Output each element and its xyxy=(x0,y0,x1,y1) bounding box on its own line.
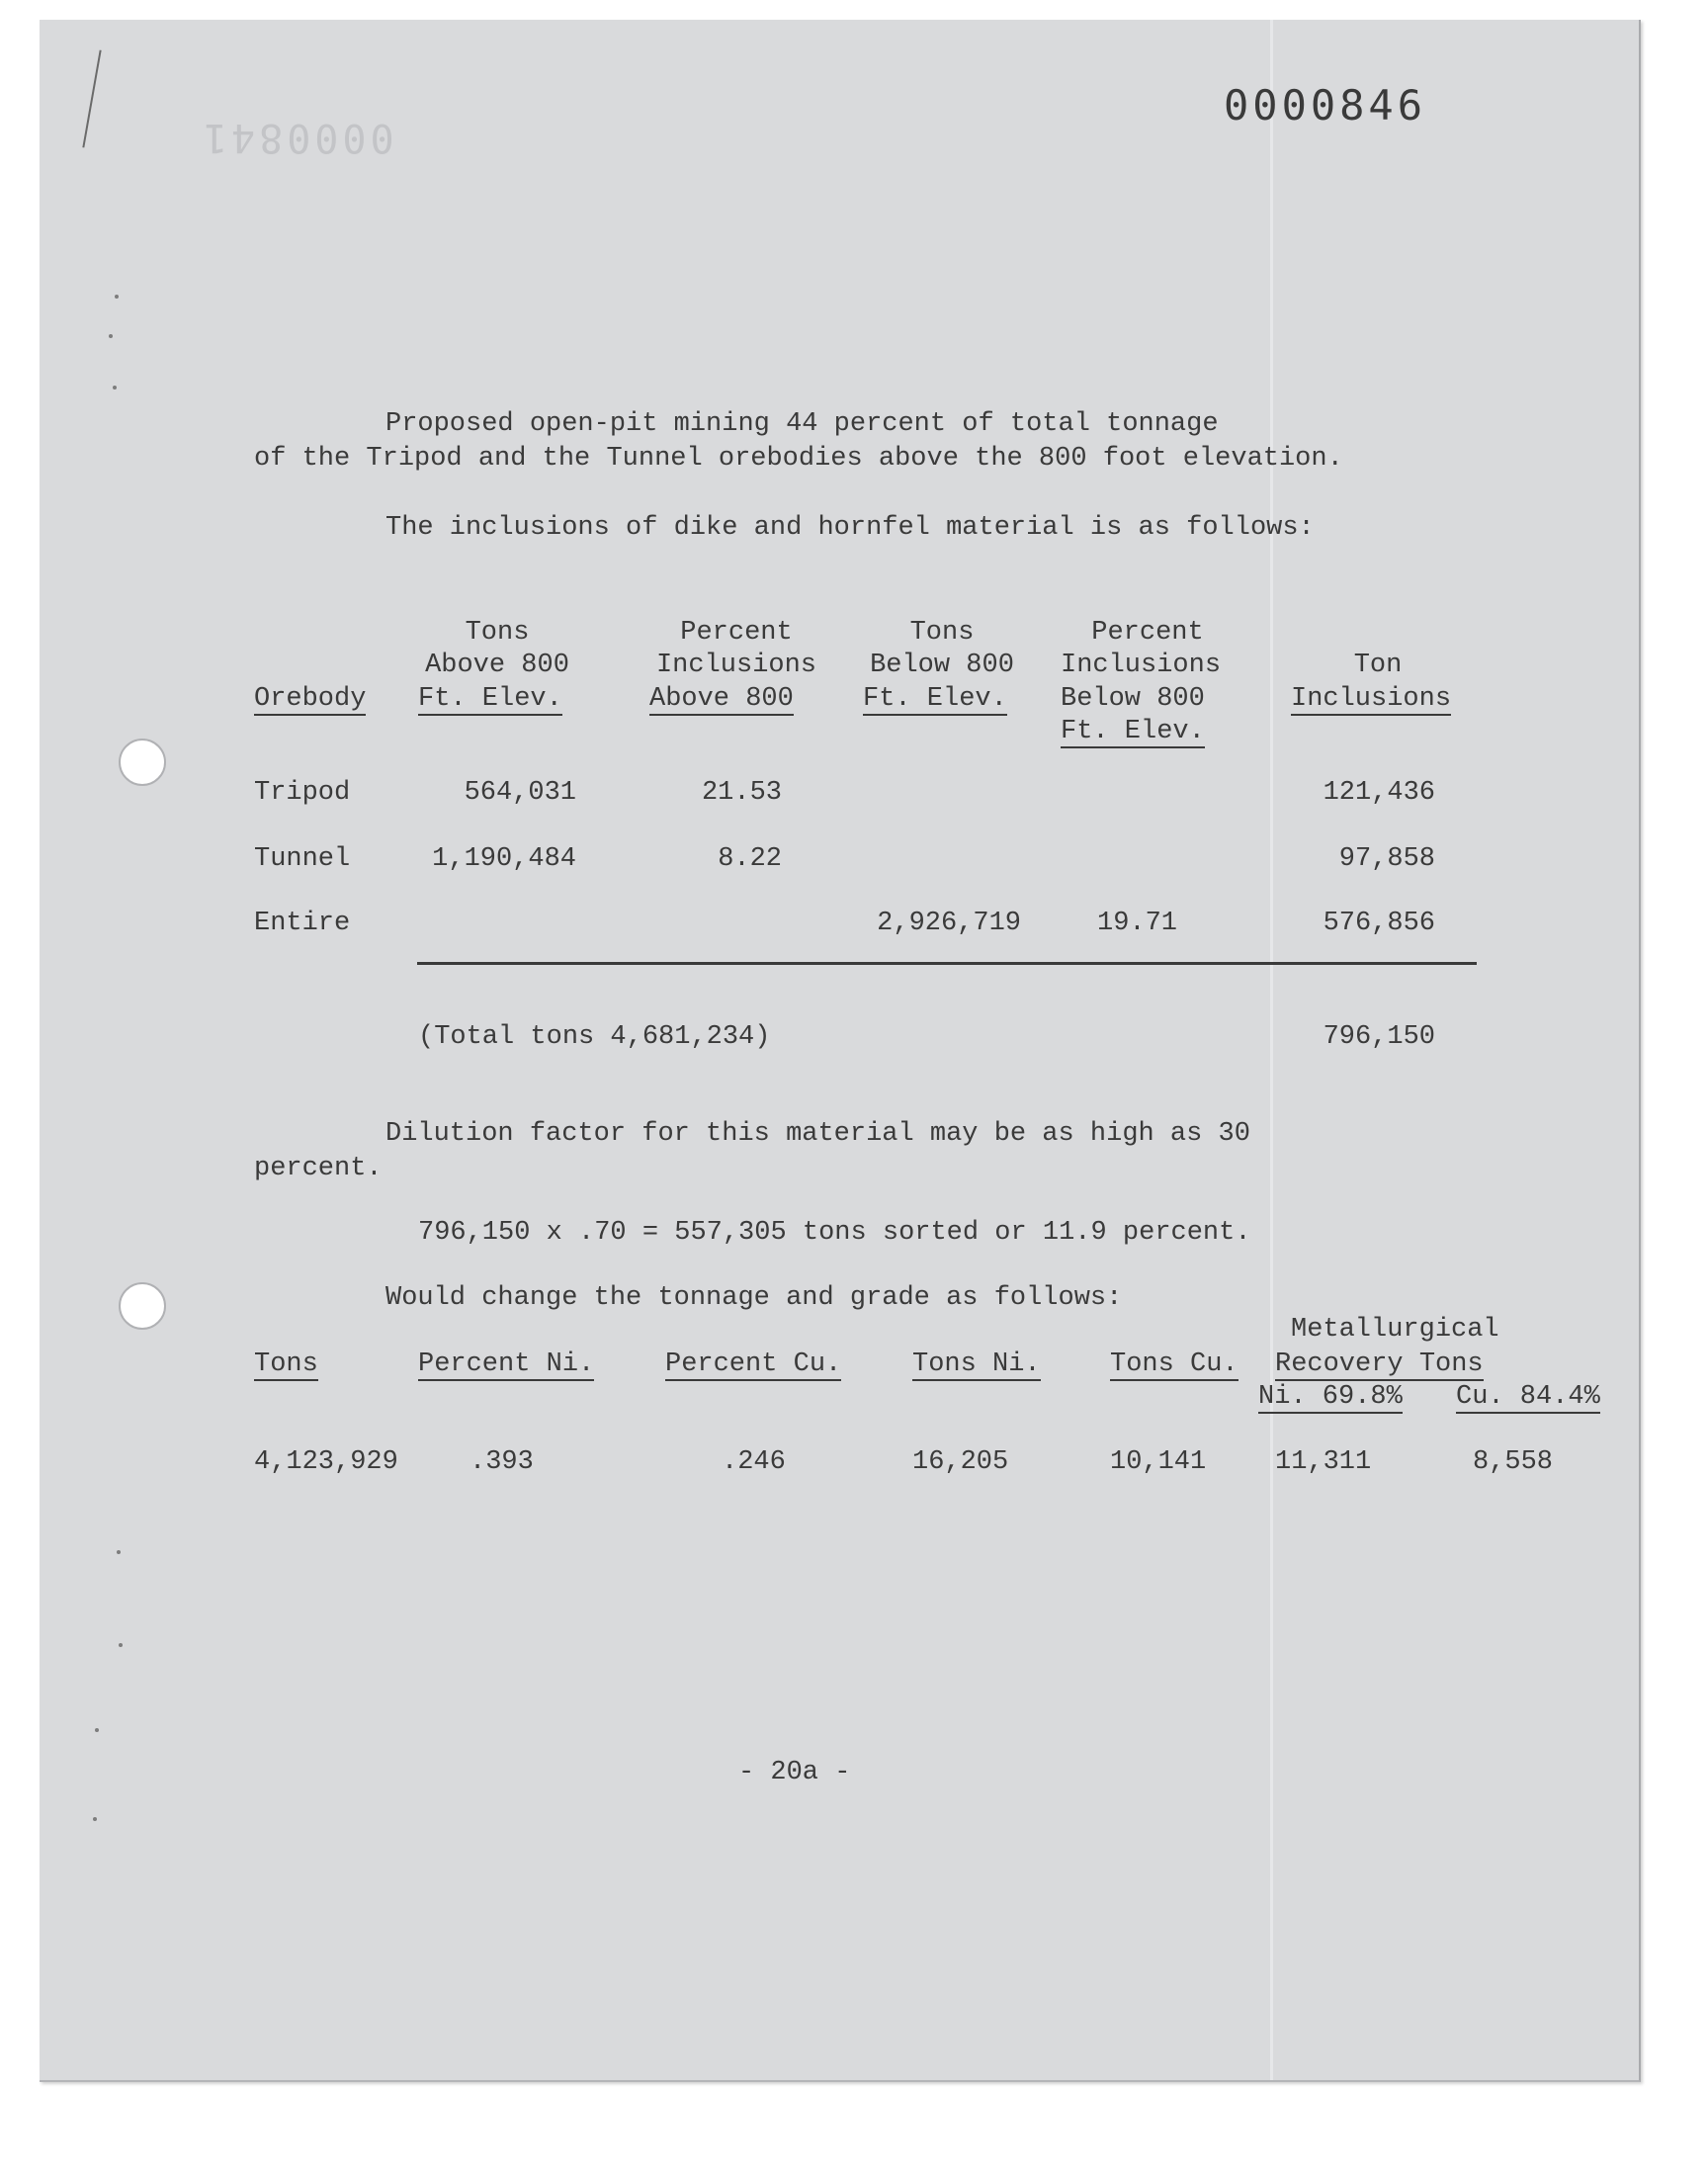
header-pct-below-4: Ft. Elev. xyxy=(1061,717,1205,746)
t2-header-recovery-tons: Recovery Tons xyxy=(1275,1349,1484,1379)
header-tons-below-2: Below 800 xyxy=(870,651,1014,680)
t2-header-pct-ni: Percent Ni. xyxy=(418,1349,595,1379)
row-tunnel-orebody: Tunnel xyxy=(254,844,351,874)
t2-header-ni-recovery: Ni. 69.8% xyxy=(1258,1382,1403,1412)
t2-pct-ni: .393 xyxy=(470,1447,534,1477)
speck xyxy=(115,295,119,299)
document-number: 0000846 xyxy=(1224,81,1427,130)
total-inclusions: 796,150 xyxy=(1323,1022,1435,1052)
header-tons-below-3: Ft. Elev. xyxy=(863,684,1007,714)
t2-header-cu-recovery: Cu. 84.4% xyxy=(1456,1382,1600,1412)
header-orebody: Orebody xyxy=(254,684,367,714)
row-entire-pct-below: 19.71 xyxy=(1097,909,1178,938)
intro-line-2: of the Tripod and the Tunnel orebodies above the 800 foot elevation. xyxy=(254,444,1343,474)
t2-header-tons-cu: Tons Cu. xyxy=(1110,1349,1238,1379)
row-entire-tons-below: 2,926,719 xyxy=(877,909,1021,938)
t2-header-metallurgical: Metallurgical xyxy=(1291,1315,1499,1345)
row-entire-ton-inclusions: 576,856 xyxy=(1323,909,1435,938)
header-tons-below-1: Tons xyxy=(909,618,975,648)
speck xyxy=(95,1728,99,1732)
t2-tons-ni: 16,205 xyxy=(912,1447,1009,1477)
dilution-line-2: percent. xyxy=(254,1154,383,1183)
header-pct-above-3: Above 800 xyxy=(649,684,794,714)
header-pct-above-1: Percent xyxy=(680,618,793,648)
t2-header-tons-ni: Tons Ni. xyxy=(912,1349,1041,1379)
row-tunnel-tons-above: 1,190,484 xyxy=(432,844,576,874)
t2-header-tons: Tons xyxy=(254,1349,318,1379)
document-page xyxy=(40,20,1641,2082)
intro-line-1: Proposed open-pit mining 44 percent of total tonnage xyxy=(385,409,1219,439)
t2-pct-cu: .246 xyxy=(722,1447,786,1477)
t2-ni-recovery: 11,311 xyxy=(1275,1447,1372,1477)
pencil-mark xyxy=(82,50,101,148)
ghost-document-number: 0000841 xyxy=(200,115,394,160)
punch-hole-bottom xyxy=(119,1282,166,1330)
calculation: 796,150 x .70 = 557,305 tons sorted or 11.9 percent. xyxy=(418,1218,1251,1248)
row-tripod-orebody: Tripod xyxy=(254,778,351,808)
row-tunnel-ton-inclusions: 97,858 xyxy=(1338,844,1435,874)
header-pct-above-2: Inclusions xyxy=(655,651,817,680)
header-pct-below-2: Inclusions xyxy=(1061,651,1222,680)
speck xyxy=(113,386,117,390)
header-ton-inclusions-2: Inclusions xyxy=(1291,684,1452,714)
header-pct-below-1: Percent xyxy=(1091,618,1204,648)
inclusions-intro: The inclusions of dike and hornfel material is as follows: xyxy=(385,513,1315,543)
header-tons-above-1: Tons xyxy=(465,618,530,648)
t2-tons-cu: 10,141 xyxy=(1110,1447,1207,1477)
speck xyxy=(119,1643,123,1647)
dilution-line-1: Dilution factor for this material may be as high as 30 xyxy=(385,1119,1250,1149)
speck xyxy=(93,1817,97,1821)
header-ton-inclusions-1: Ton xyxy=(1353,651,1403,680)
row-tripod-ton-inclusions: 121,436 xyxy=(1323,778,1435,808)
t2-header-pct-cu: Percent Cu. xyxy=(665,1349,842,1379)
total-tons-note: (Total tons 4,681,234) xyxy=(418,1022,771,1052)
row-tunnel-pct-above: 8.22 xyxy=(718,844,782,874)
punch-hole-top xyxy=(119,739,166,786)
row-tripod-pct-above: 21.53 xyxy=(701,778,782,808)
header-pct-below-3: Below 800 xyxy=(1061,684,1205,714)
speck xyxy=(117,1550,121,1554)
page-number: - 20a - xyxy=(738,1758,851,1787)
speck xyxy=(109,334,113,338)
change-intro: Would change the tonnage and grade as follows: xyxy=(385,1283,1123,1313)
row-tripod-tons-above: 564,031 xyxy=(464,778,576,808)
page-fold xyxy=(1270,20,1273,2080)
header-tons-above-3: Ft. Elev. xyxy=(418,684,562,714)
t2-cu-recovery: 8,558 xyxy=(1473,1447,1554,1477)
total-rule xyxy=(417,962,1477,965)
row-entire-orebody: Entire xyxy=(254,909,351,938)
t2-tons: 4,123,929 xyxy=(254,1447,398,1477)
header-tons-above-2: Above 800 xyxy=(425,651,569,680)
